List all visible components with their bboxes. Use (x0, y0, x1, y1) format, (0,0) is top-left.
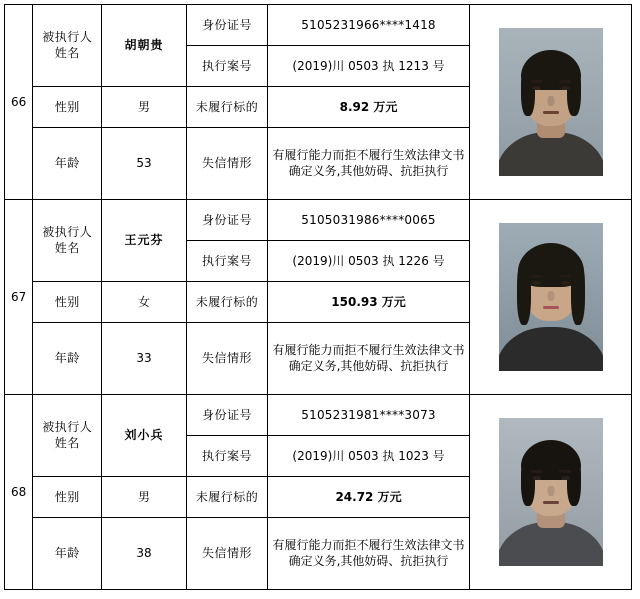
label-unfulfilled: 未履行标的 (187, 476, 268, 517)
value-gender: 男 (102, 476, 187, 517)
photo-brow-right (559, 275, 571, 278)
value-id-number: 5105031986****0065 (267, 200, 469, 241)
label-case-number: 执行案号 (187, 435, 268, 476)
photo-eye-right (561, 476, 570, 480)
label-name: 被执行人姓名 (33, 5, 102, 87)
document-page (0, 4, 640, 599)
value-case-number: (2019)川 0503 执 1226 号 (267, 240, 469, 281)
photo-brow-right (559, 470, 571, 473)
label-age: 年龄 (33, 127, 102, 199)
value-case-number: (2019)川 0503 执 1213 号 (267, 45, 469, 86)
photo-nose (547, 486, 554, 496)
portrait-photo (499, 223, 603, 371)
photo-brow-right (559, 80, 571, 83)
label-age: 年龄 (33, 517, 102, 589)
value-id-number: 5105231981****3073 (267, 395, 469, 436)
value-age: 38 (102, 517, 187, 589)
value-name: 胡朝贵 (102, 5, 187, 87)
value-age: 53 (102, 127, 187, 199)
photo-eye-left (532, 476, 541, 480)
label-unfulfilled: 未履行标的 (187, 281, 268, 322)
photo-hair-left (521, 64, 535, 116)
label-unfulfilled: 未履行标的 (187, 86, 268, 127)
value-amount: 8.92 万元 (267, 86, 469, 127)
photo-brow-left (531, 470, 543, 473)
photo-brow-left (531, 80, 543, 83)
photo-eye-left (532, 281, 541, 285)
label-age: 年龄 (33, 322, 102, 394)
table-row (5, 200, 632, 241)
value-name: 刘小兵 (102, 395, 187, 477)
value-amount: 24.72 万元 (267, 476, 469, 517)
debtor-registry-table (4, 4, 632, 590)
photo-hair-left (521, 454, 535, 506)
photo-cell (470, 395, 632, 590)
value-dishonesty: 有履行能力而拒不履行生效法律文书确定义务,其他妨碍、抗拒执行 (267, 322, 469, 394)
label-case-number: 执行案号 (187, 45, 268, 86)
value-name: 王元芬 (102, 200, 187, 282)
photo-mouth (543, 111, 559, 114)
row-index: 68 (5, 395, 33, 590)
photo-mouth (543, 306, 559, 309)
label-dishonesty: 失信情形 (187, 517, 268, 589)
table-row (5, 395, 632, 436)
label-id-number: 身份证号 (187, 395, 268, 436)
row-index: 66 (5, 5, 33, 200)
value-id-number: 5105231966****1418 (267, 5, 469, 46)
value-gender: 女 (102, 281, 187, 322)
portrait-photo (499, 418, 603, 566)
photo-hair-right (567, 64, 581, 116)
label-name: 被执行人姓名 (33, 395, 102, 477)
label-dishonesty: 失信情形 (187, 322, 268, 394)
label-case-number: 执行案号 (187, 240, 268, 281)
photo-eye-right (561, 86, 570, 90)
photo-nose (547, 96, 554, 106)
photo-cell (470, 5, 632, 200)
photo-brow-left (531, 275, 543, 278)
table-row (5, 5, 632, 46)
value-amount: 150.93 万元 (267, 281, 469, 322)
label-dishonesty: 失信情形 (187, 127, 268, 199)
row-index: 67 (5, 200, 33, 395)
photo-hair-right (567, 454, 581, 506)
label-name: 被执行人姓名 (33, 200, 102, 282)
photo-hair-right (571, 259, 585, 325)
value-dishonesty: 有履行能力而拒不履行生效法律文书确定义务,其他妨碍、抗拒执行 (267, 127, 469, 199)
photo-hair-left (517, 259, 531, 325)
photo-eye-right (561, 281, 570, 285)
label-id-number: 身份证号 (187, 5, 268, 46)
portrait-photo (499, 28, 603, 176)
value-gender: 男 (102, 86, 187, 127)
photo-mouth (543, 501, 559, 504)
value-case-number: (2019)川 0503 执 1023 号 (267, 435, 469, 476)
label-gender: 性别 (33, 476, 102, 517)
photo-eye-left (532, 86, 541, 90)
label-gender: 性别 (33, 86, 102, 127)
value-dishonesty: 有履行能力而拒不履行生效法律文书确定义务,其他妨碍、抗拒执行 (267, 517, 469, 589)
label-gender: 性别 (33, 281, 102, 322)
photo-nose (547, 291, 554, 301)
label-id-number: 身份证号 (187, 200, 268, 241)
value-age: 33 (102, 322, 187, 394)
photo-cell (470, 200, 632, 395)
